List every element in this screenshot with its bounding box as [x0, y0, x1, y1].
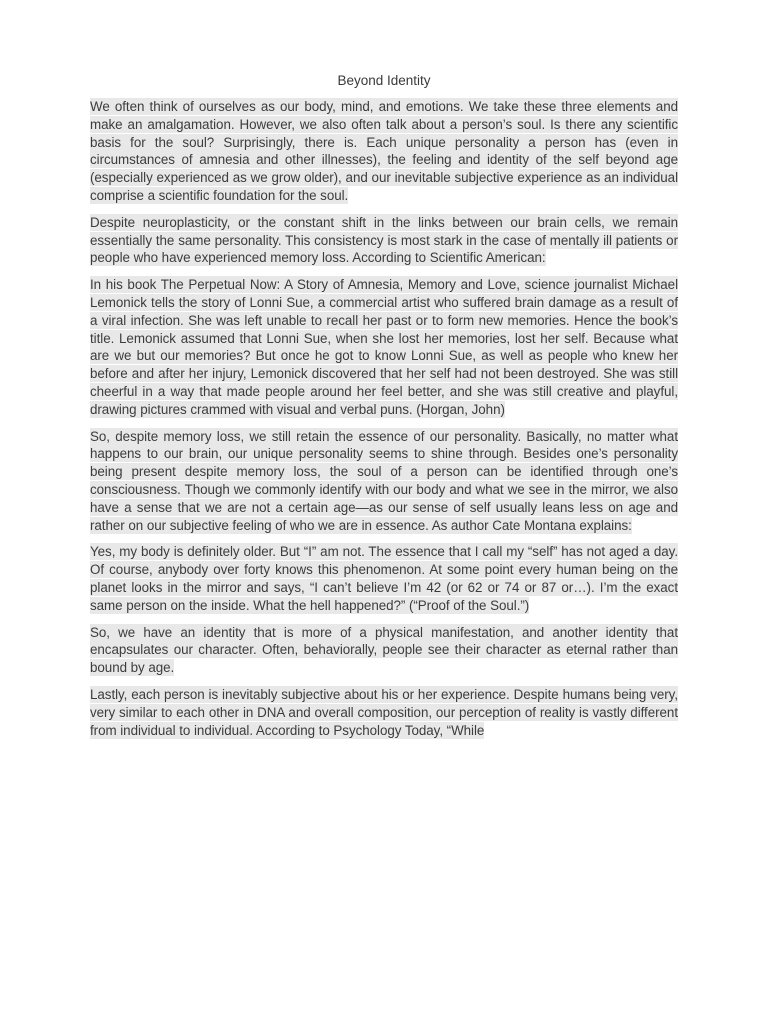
document-title: Beyond Identity [337, 73, 431, 88]
paragraph-1 [90, 98, 678, 205]
paragraph-3-quote [90, 276, 678, 418]
paragraph-6-text: So, we have an identity that is more of a physical manifestation, and another identity that encapsulates our character. Often, behaviorally, people see their character as eternal rather than bound by age. [90, 624, 678, 676]
paragraph-7 [90, 686, 678, 739]
paragraph-3-text: In his book The Perpetual Now: A Story of Amnesia, Memory and Love, science journalist Michael Lemonick tells the story of Lonni Sue, a commercial artist who suffered brain damage as a result of a viral infection. She was left unable to recall her past or to form new memories. Hence the book’s title. Lemonick assumed that Lonni Sue, when she lost her memories, lost her self. Because what are we but our memories? But once he got to know Lonni Sue, as well as people who knew her before and after her injury, Lemonick discovered that her self had not been destroyed. She was still cheerful in a way that made people around her feel better, and she was still creative and playful, drawing pictures crammed with visual and verbal puns. (Horgan, John) [90, 277, 678, 417]
paragraph-7-text: Lastly, each person is inevitably subjective about his or her experience. Despite humans being very, very similar to each other in DNA and overall composition, our perception of reality is vastly different from individual to individual. According to Psychology Today, “While [90, 686, 678, 738]
paragraph-6 [90, 624, 678, 677]
paragraph-1-text: We often think of ourselves as our body, mind, and emotions. We take these three elements and make an amalgamation. However, we also often talk about a person’s soul. Is there any scientific basis for the soul? Surprisingly, there is. Each unique personality a person has (even in circumstances of amnesia and other illnesses), the feeling and identity of the self beyond age (especially experienced as we grow older), and our inevitable subjective experience as an individual comprise a scientific foundation for the soul. [90, 99, 678, 203]
paragraph-5-quote [90, 543, 678, 614]
paragraph-5-text: Yes, my body is definitely older. But “I” am not. The essence that I call my “self” has not aged a day. Of course, anybody over forty knows this phenomenon. At some point every human being on the planet looks in the mirror and says, “I can’t believe I’m 42 (or 62 or 74 or 87 or…). I’m the exact same person on the inside. What the hell happened?” (“Proof of the Soul.”) [90, 544, 678, 613]
paragraph-4 [90, 428, 678, 535]
paragraph-2 [90, 214, 678, 267]
paragraph-4-text: So, despite memory loss, we still retain the essence of our personality. Basically, no matter what happens to our brain, our unique personality seems to shine through. Besides one’s personality being present despite memory loss, the soul of a person can be identified through one’s consciousness. Though we commonly identify with our body and what we see in the mirror, we also have a sense that we are not a certain age—as our sense of self usually leans less on age and rather on our subjective feeling of who we are in essence. As author Cate Montana explains: [90, 428, 678, 533]
paragraph-2-text: Despite neuroplasticity, or the constant shift in the links between our brain cells, we remain essentially the same personality. This consistency is most stark in the case of mentally ill patients or people who have experienced memory loss. According to Scientific American: [90, 214, 678, 266]
document-page [90, 72, 678, 748]
